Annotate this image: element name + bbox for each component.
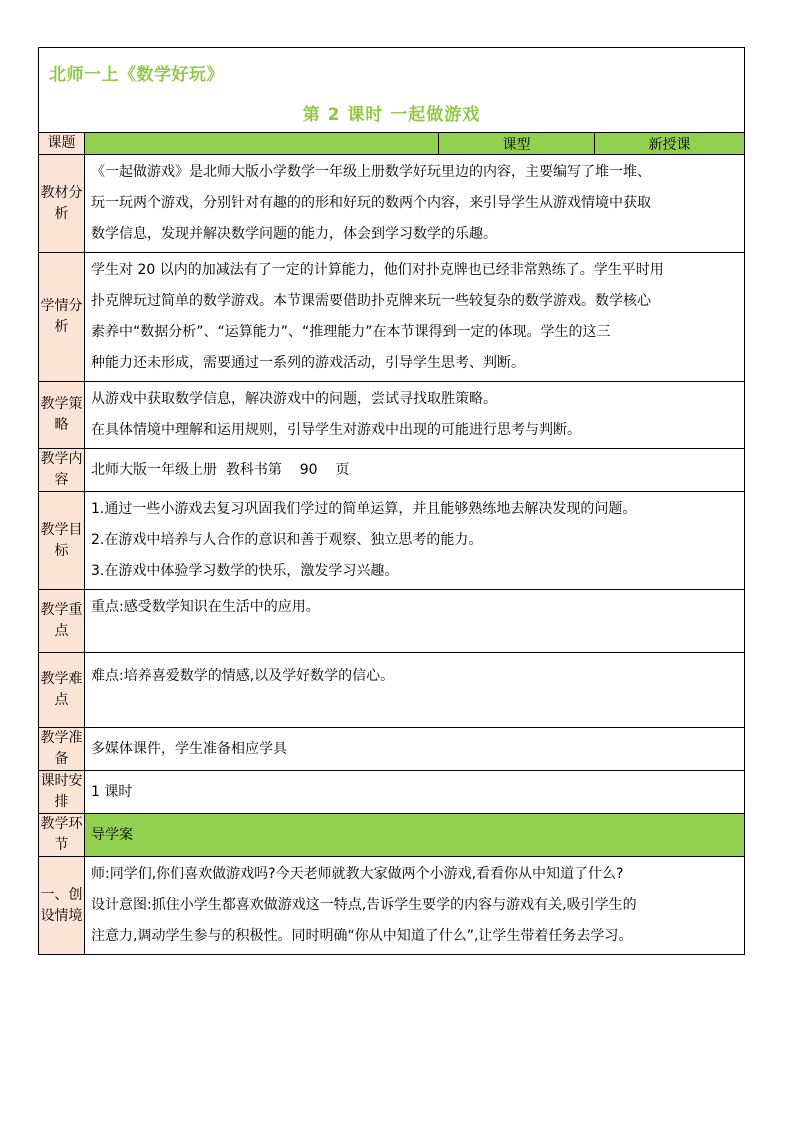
process-row — [39, 814, 745, 857]
preparation-text: 多媒体课件，学生准备相应学具 — [85, 728, 745, 771]
goals-label: 教学目标 — [39, 492, 85, 590]
process-label: 教学环节 — [39, 814, 85, 857]
strategy-label: 教学策略 — [39, 382, 85, 449]
students-text — [85, 253, 745, 382]
meta-row — [39, 133, 745, 155]
intro-line: 设计意图:抓住小学生都喜欢做游戏这一特点,告诉学生要学的内容与游戏有关,吸引学生的 — [91, 897, 637, 913]
difficulties-text: 难点:培养喜爱数学的情感,以及学好数学的信心。 — [85, 653, 745, 728]
strategy-line: 在具体情境中理解和运用规则，引导学生对游戏中出现的可能进行思考与判断。 — [91, 422, 581, 438]
preparation-row — [39, 728, 745, 771]
goals-text — [85, 492, 745, 590]
difficulties-label: 教学难点 — [39, 653, 85, 728]
intro-text — [85, 857, 745, 955]
strategy-text — [85, 382, 745, 449]
intro-label: 一、创设情境 — [39, 857, 85, 955]
content-label: 教学内容 — [39, 449, 85, 492]
intro-line: 师:同学们,你们喜欢做游戏吗?今天老师就教大家做两个小游戏,看看你从中知道了什么? — [91, 866, 624, 882]
content-text: 北师大版一年级上册 教科书第 90 页 — [85, 449, 745, 492]
materials-line: 《一起做游戏》是北师大版小学数学一年级上册数学好玩里边的内容，主要编写了堆一堆、 — [91, 164, 651, 180]
course-title: 北师一上《数学好玩》 — [49, 65, 224, 85]
type-value: 新授课 — [595, 133, 745, 155]
hours-text: 1 课时 — [85, 771, 745, 814]
topic-value — [85, 133, 439, 155]
students-line: 扑克牌玩过简单的数学游戏。本节课需要借助扑克牌来玩一些较复杂的数学游戏。数学核心 — [91, 293, 651, 309]
process-text: 导学案 — [85, 814, 745, 857]
materials-line: 玩一玩两个游戏，分别针对有趣的的形和好玩的数两个内容，来引导学生从游戏情境中获取 — [91, 195, 651, 211]
students-line: 种能力还未形成，需要通过一系列的游戏活动，引导学生思考、判断。 — [91, 355, 525, 371]
intro-line: 注意力,调动学生参与的积极性。同时明确“你从中知道了什么”,让学生带着任务去学习。 — [91, 928, 633, 944]
goals-row — [39, 492, 745, 590]
hours-label: 课时安排 — [39, 771, 85, 814]
type-label: 课型 — [439, 133, 595, 155]
hours-row — [39, 771, 745, 814]
key-points-text: 重点:感受数学知识在生活中的应用。 — [85, 590, 745, 653]
materials-label: 教材分析 — [39, 155, 85, 253]
goals-line: 2.在游戏中培养与人合作的意识和善于观察、独立思考的能力。 — [91, 532, 483, 548]
strategy-row — [39, 382, 745, 449]
students-line: 学生对 20 以内的加减法有了一定的计算能力，他们对扑克牌也已经非常熟练了。学生平时用 — [91, 262, 664, 278]
goals-line: 3.在游戏中体验学习数学的快乐，激发学习兴趣。 — [91, 563, 399, 579]
goals-line: 1.通过一些小游戏去复习巩固我们学过的简单运算，并且能够熟练地去解决发现的问题。 — [91, 501, 637, 517]
difficulties-row — [39, 653, 745, 728]
header-row — [39, 48, 745, 133]
lesson-title: 第 2 课时 一起做游戏 — [302, 105, 481, 125]
students-label: 学情分析 — [39, 253, 85, 382]
intro-row — [39, 857, 745, 955]
students-row — [39, 253, 745, 382]
key-points-row — [39, 590, 745, 653]
strategy-line: 从游戏中获取数学信息，解决游戏中的问题，尝试寻找取胜策略。 — [91, 391, 497, 407]
topic-label: 课题 — [39, 133, 85, 155]
header-cell — [39, 48, 745, 133]
content-row — [39, 449, 745, 492]
students-line: 素养中“数据分析”、“运算能力”、“推理能力”在本节课得到一定的体现。学生的这三 — [91, 324, 611, 340]
lesson-plan-sheet — [38, 47, 744, 955]
lesson-plan-table — [38, 47, 745, 955]
materials-text — [85, 155, 745, 253]
key-points-label: 教学重点 — [39, 590, 85, 653]
materials-line: 数学信息，发现并解决数学问题的能力，体会到学习数学的乐趣。 — [91, 226, 497, 242]
materials-row — [39, 155, 745, 253]
preparation-label: 教学准备 — [39, 728, 85, 771]
